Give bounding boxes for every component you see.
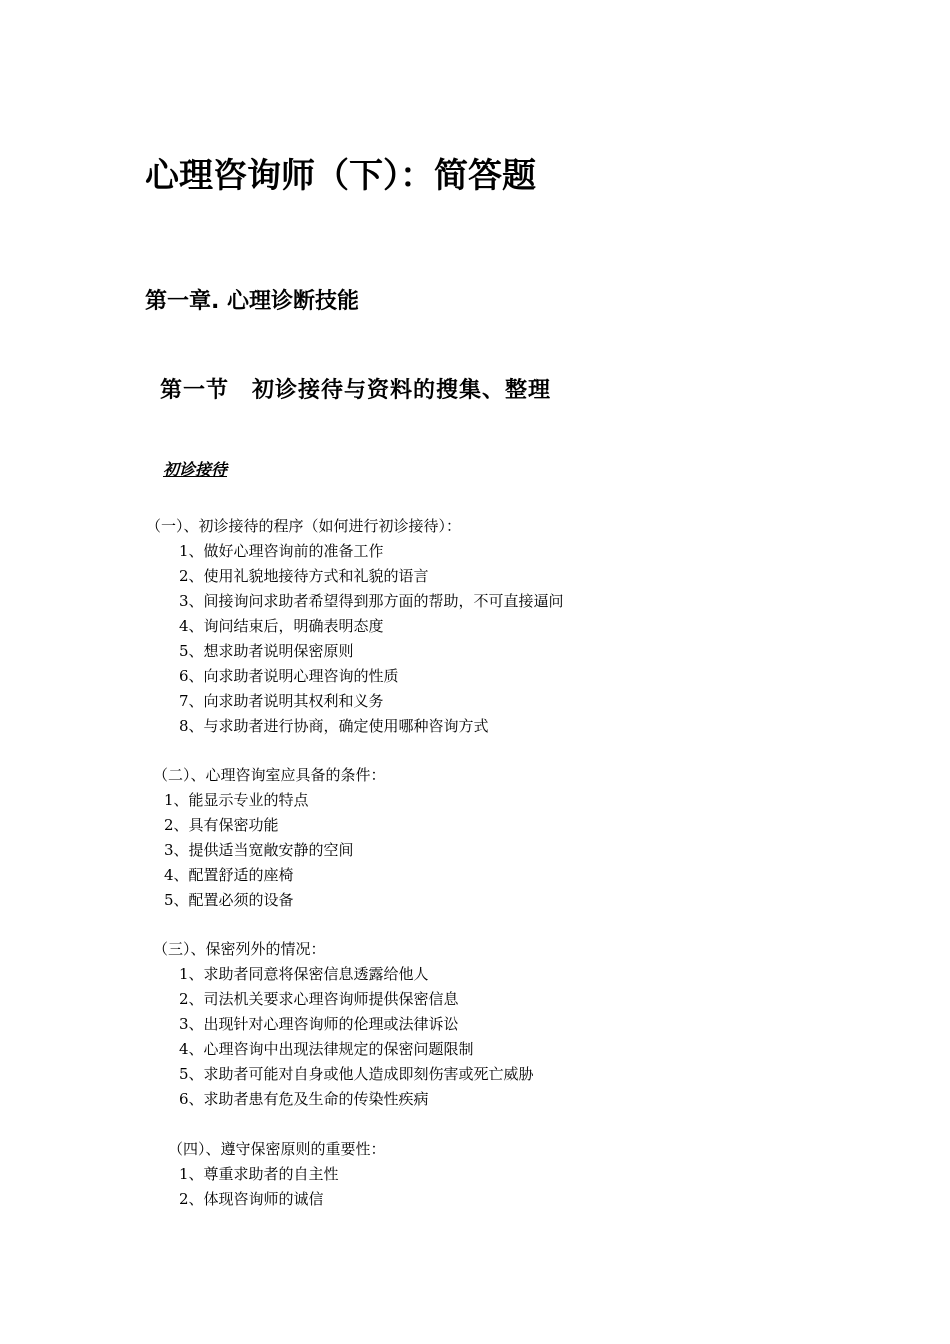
list-item: 3、间接询问求助者希望得到那方面的帮助，不可直接逼问 [179, 592, 564, 610]
block-heading-1: （一）、初诊接待的程序（如何进行初诊接待）： [146, 517, 462, 535]
chapter-heading: 第一章. 心理诊断技能 [145, 289, 360, 314]
block-heading-2: （二）、心理咨询室应具备的条件： [153, 766, 386, 784]
list-item: 2、体现咨询师的诚信 [179, 1190, 324, 1208]
list-item: 8、与求助者进行协商，确定使用哪种咨询方式 [179, 717, 489, 735]
document-title: 心理咨询师（下）：简答题 [145, 156, 536, 196]
list-item: 5、求助者可能对自身或他人造成即刻伤害或死亡威胁 [179, 1065, 534, 1083]
list-item: 1、求助者同意将保密信息透露给他人 [179, 965, 429, 983]
list-item: 6、向求助者说明心理咨询的性质 [179, 667, 399, 685]
list-item: 1、尊重求助者的自主性 [179, 1165, 339, 1183]
list-item: 1、做好心理咨询前的准备工作 [179, 542, 384, 560]
list-item: 4、询问结束后，明确表明态度 [179, 617, 384, 635]
list-item: 2、使用礼貌地接待方式和礼貌的语言 [179, 567, 429, 585]
list-item: 2、具有保密功能 [164, 816, 279, 834]
block-heading-3: （三）、保密列外的情况： [153, 940, 326, 958]
list-item: 4、心理咨询中出现法律规定的保密问题限制 [179, 1040, 474, 1058]
list-item: 7、向求助者说明其权利和义务 [179, 692, 384, 710]
list-item: 5、想求助者说明保密原则 [179, 642, 354, 660]
list-item: 2、司法机关要求心理咨询师提供保密信息 [179, 990, 459, 1008]
list-item: 3、提供适当宽敞安静的空间 [164, 841, 354, 859]
list-item: 6、求助者患有危及生命的传染性疾病 [179, 1090, 429, 1108]
section-heading: 第一节 初诊接待与资料的搜集、整理 [160, 377, 552, 403]
block-heading-4: （四）、遵守保密原则的重要性： [168, 1140, 386, 1158]
subsection-heading: 初诊接待 [163, 460, 228, 479]
list-item: 1、能显示专业的特点 [164, 791, 309, 809]
list-item: 5、配置必须的设备 [164, 891, 294, 909]
list-item: 4、配置舒适的座椅 [164, 866, 294, 884]
list-item: 3、出现针对心理咨询师的伦理或法律诉讼 [179, 1015, 459, 1033]
